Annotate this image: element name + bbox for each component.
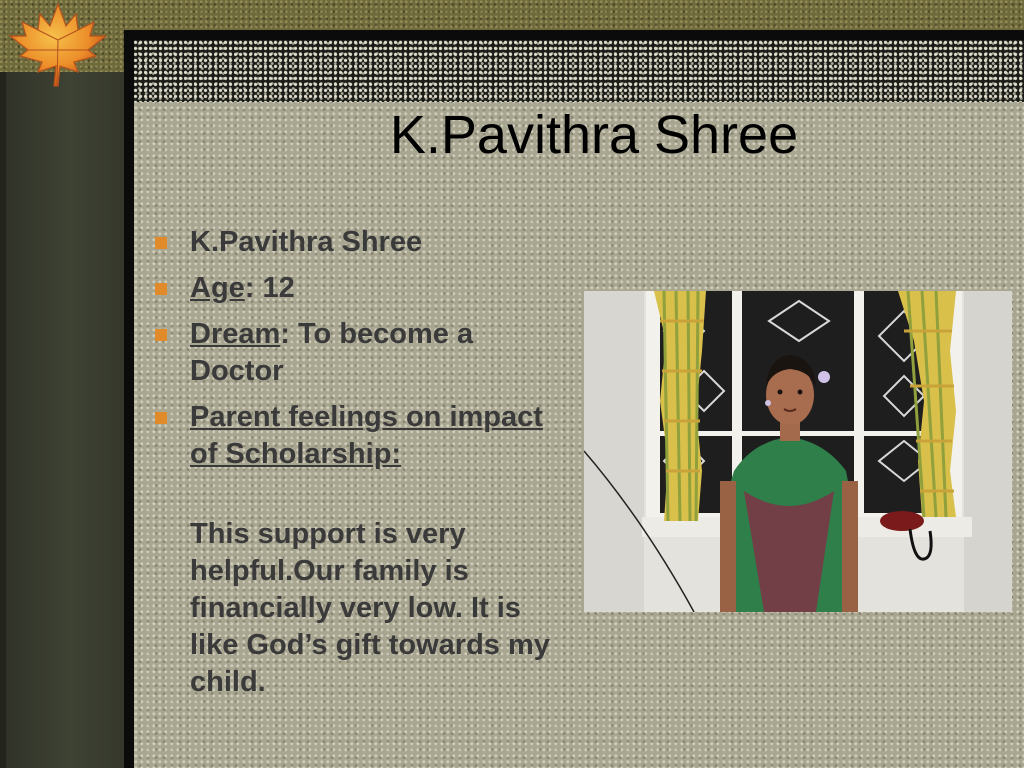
left-edge-shadow bbox=[0, 72, 6, 768]
list-item-age bbox=[150, 270, 550, 307]
list-item-dream bbox=[150, 316, 550, 390]
age-label: Age bbox=[190, 272, 245, 304]
student-name: K.Pavithra Shree bbox=[190, 226, 423, 258]
slide-title: K.Pavithra Shree bbox=[389, 105, 799, 165]
parent-quote: This support is very helpful.Our family is financially very low. It is like God’s gift towards my child. bbox=[190, 518, 550, 698]
age-value: : 12 bbox=[244, 272, 295, 304]
top-black-band bbox=[128, 30, 1024, 40]
square-bullet-icon bbox=[155, 412, 167, 424]
dream-value: : To become a Doctor bbox=[190, 318, 474, 387]
dream-label: Dream bbox=[190, 318, 281, 350]
square-bullet-icon bbox=[155, 237, 167, 249]
speckle-header-band bbox=[134, 40, 1024, 102]
left-sidebar-band bbox=[0, 72, 128, 768]
frame-top-border bbox=[0, 0, 1024, 30]
square-bullet-icon bbox=[155, 283, 167, 295]
feelings-heading: Parent feelings on impact of Scholarship: bbox=[190, 401, 543, 470]
bullet-list bbox=[150, 224, 550, 482]
list-item-name bbox=[150, 224, 550, 261]
list-item-feelings bbox=[150, 399, 550, 473]
student-photo bbox=[584, 291, 1012, 612]
maple-leaf-icon bbox=[2, 0, 112, 92]
panel-divider bbox=[124, 30, 134, 768]
square-bullet-icon bbox=[155, 329, 167, 341]
